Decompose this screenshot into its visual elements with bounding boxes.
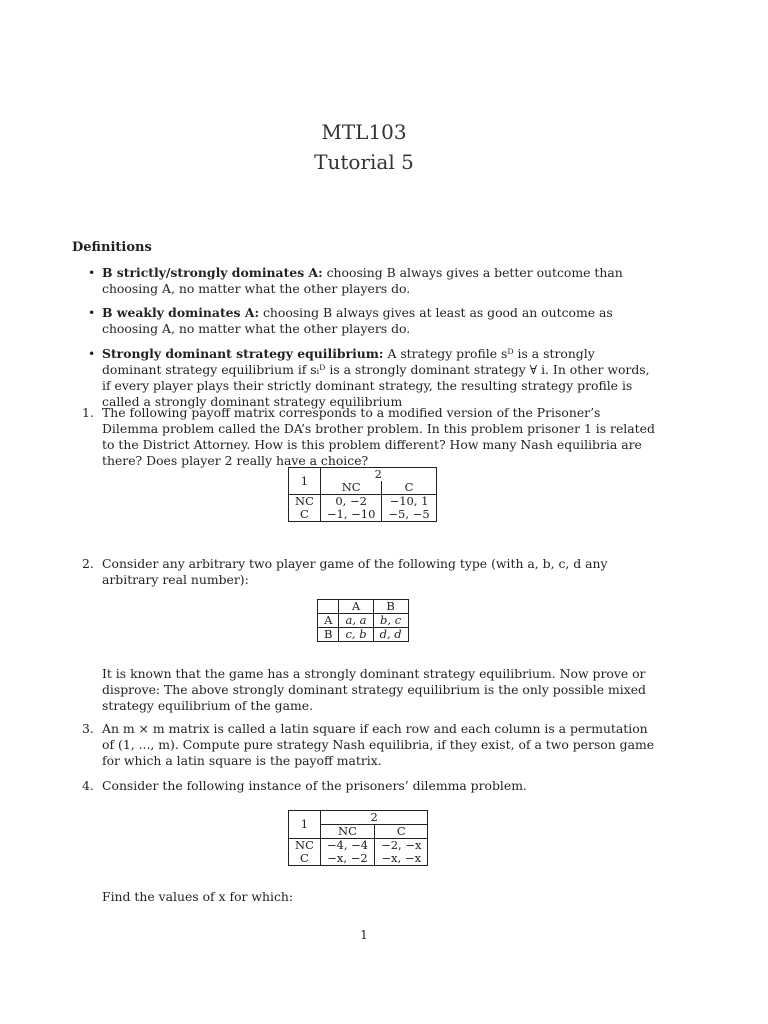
definition-term: B weakly dominates A: — [102, 305, 260, 320]
matrix-cell: −2, −x — [375, 839, 428, 853]
payoff-matrix-4 — [288, 810, 428, 866]
definition-item — [88, 346, 658, 410]
col-header: C — [375, 825, 428, 839]
col-header: NC — [320, 825, 374, 839]
col-header: NC — [320, 481, 382, 495]
problem-text: Consider the following instance of the prisoners’ dilemma problem. — [102, 778, 527, 793]
problem-number: 3. — [82, 721, 94, 736]
bullet-icon: • — [88, 265, 96, 280]
matrix-cell: −x, −2 — [320, 852, 374, 866]
matrix-cell: c, b — [339, 628, 373, 642]
problem-text: Consider any arbitrary two player game of the following type (with a, b, c, d any arbitrary real number): — [102, 556, 608, 587]
matrix-corner — [318, 600, 339, 614]
row-header: NC — [289, 839, 321, 853]
matrix-corner-label: 1 — [289, 468, 321, 495]
definition-term: B strictly/strongly dominates A: — [102, 265, 323, 280]
tutorial-title: Tutorial 5 — [314, 150, 414, 174]
col-header: B — [373, 600, 408, 614]
bullet-icon: • — [88, 305, 96, 320]
course-code: MTL103 — [321, 120, 407, 144]
problem-1 — [72, 405, 657, 469]
payoff-matrix-1 — [288, 467, 437, 522]
problem-2 — [72, 556, 657, 588]
problem-number: 1. — [82, 405, 94, 420]
matrix-corner-label: 1 — [289, 811, 321, 839]
problem-text: An m × m matrix is called a latin square if each row and each column is a permutation of (1, ..., m). Compute pure strategy Nash equilibria, if they exist, of a two person game for which a latin square is the payoff matrix. — [102, 721, 655, 768]
col-header: C — [382, 481, 436, 495]
row-header: C — [289, 852, 321, 866]
problem-number: 2. — [82, 556, 94, 571]
row-header: A — [318, 614, 339, 628]
definitions-heading: Definitions — [72, 240, 152, 255]
player2-label: 2 — [320, 811, 428, 825]
matrix-cell: −4, −4 — [320, 839, 374, 853]
problem-2-statement: It is known that the game has a strongly dominant strategy equilibrium. Now prove or disprove: The above strongly dominant strategy equilibrium is the only possible mixed strategy equilibrium of the game. — [102, 666, 646, 713]
definition-item — [88, 265, 658, 297]
problem-4-statement: Find the values of x for which: — [102, 889, 294, 904]
matrix-cell: b, c — [373, 614, 408, 628]
definition-item — [88, 305, 658, 337]
payoff-matrix-2 — [317, 599, 409, 642]
col-header: A — [339, 600, 373, 614]
problem-3 — [72, 721, 657, 769]
player2-label: 2 — [320, 468, 436, 482]
definition-text: choosing B always gives at least as good an outcome as choosing A, no matter what the other players do. — [102, 305, 613, 336]
matrix-cell: −x, −x — [375, 852, 428, 866]
definition-text: A strategy profile sᴰ is a strongly dominant strategy equilibrium if sᵢᴰ is a strongly dominant strategy ∀ i. In other words, if every player plays their strictly dominant strategy, the resulting strategy profile is called a strongly dominant strategy equilibrium — [102, 346, 650, 409]
matrix-cell: −10, 1 — [382, 495, 436, 509]
row-header: C — [289, 508, 321, 522]
matrix-cell: d, d — [373, 628, 408, 642]
problem-number: 4. — [82, 778, 94, 793]
matrix-cell: a, a — [339, 614, 373, 628]
problem-text: The following payoff matrix corresponds to a modified version of the Prisoner’s Dilemma problem called the DA’s brother problem. In this problem prisoner 1 is related to the District Attorney. How is this problem different? How many Nash equilibria are there? Does player 2 really have a choice? — [102, 405, 655, 468]
matrix-cell: −5, −5 — [382, 508, 436, 522]
definition-text: choosing B always gives a better outcome than choosing A, no matter what the other players do. — [102, 265, 623, 296]
row-header: B — [318, 628, 339, 642]
page-number: 1 — [360, 928, 368, 942]
bullet-icon: • — [88, 346, 96, 361]
problem-4 — [72, 778, 657, 794]
matrix-cell: 0, −2 — [320, 495, 382, 509]
row-header: NC — [289, 495, 321, 509]
definition-term: Strongly dominant strategy equilibrium: — [102, 346, 384, 361]
matrix-cell: −1, −10 — [320, 508, 382, 522]
